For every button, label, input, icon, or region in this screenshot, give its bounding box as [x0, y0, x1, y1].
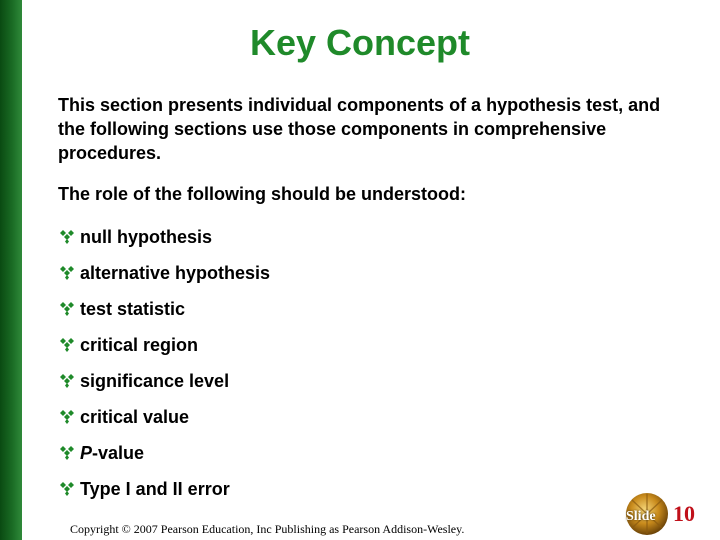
list-item-text: Type I and II error	[80, 479, 230, 499]
list-item	[58, 399, 678, 435]
list-item	[58, 363, 678, 399]
diamond-bullet-icon	[58, 266, 76, 280]
p-value-suffix: -value	[92, 443, 145, 463]
list-item-text: test statistic	[80, 299, 186, 319]
slide-number: 10	[673, 501, 695, 526]
slide-body	[58, 93, 678, 507]
diamond-bullet-icon	[58, 410, 76, 424]
list-item	[58, 219, 678, 255]
concept-list	[58, 219, 678, 507]
list-item-text: null hypothesis	[80, 227, 213, 247]
list-item	[58, 291, 678, 327]
diamond-bullet-icon	[58, 302, 76, 316]
diamond-bullet-icon	[58, 338, 76, 352]
list-item-text: critical value	[80, 407, 190, 427]
list-item	[58, 327, 678, 363]
diamond-bullet-icon	[58, 230, 76, 244]
list-item	[58, 255, 678, 291]
slide-label: Slide	[626, 509, 656, 524]
diamond-bullet-icon	[58, 374, 76, 388]
diamond-bullet-icon	[58, 446, 76, 460]
list-item-text: alternative hypothesis	[80, 263, 271, 283]
role-heading: The role of the following should be understood:	[58, 184, 466, 204]
list-item	[58, 471, 678, 507]
diamond-bullet-icon	[58, 482, 76, 496]
list-item	[58, 435, 678, 471]
left-accent-bar	[0, 0, 22, 540]
intro-paragraph: This section presents individual components of a hypothesis test, and the following sections use those components in comprehensive procedures.	[58, 95, 661, 163]
slide-title: Key Concept	[249, 22, 471, 63]
p-value-italic-prefix: P	[80, 443, 93, 463]
copyright-notice: Copyright © 2007 Pearson Education, Inc Publishing as Pearson Addison-Wesley.	[70, 522, 465, 536]
list-item-text: significance level	[80, 371, 230, 391]
list-item-text: critical region	[80, 335, 199, 355]
list-item-text	[80, 442, 144, 464]
